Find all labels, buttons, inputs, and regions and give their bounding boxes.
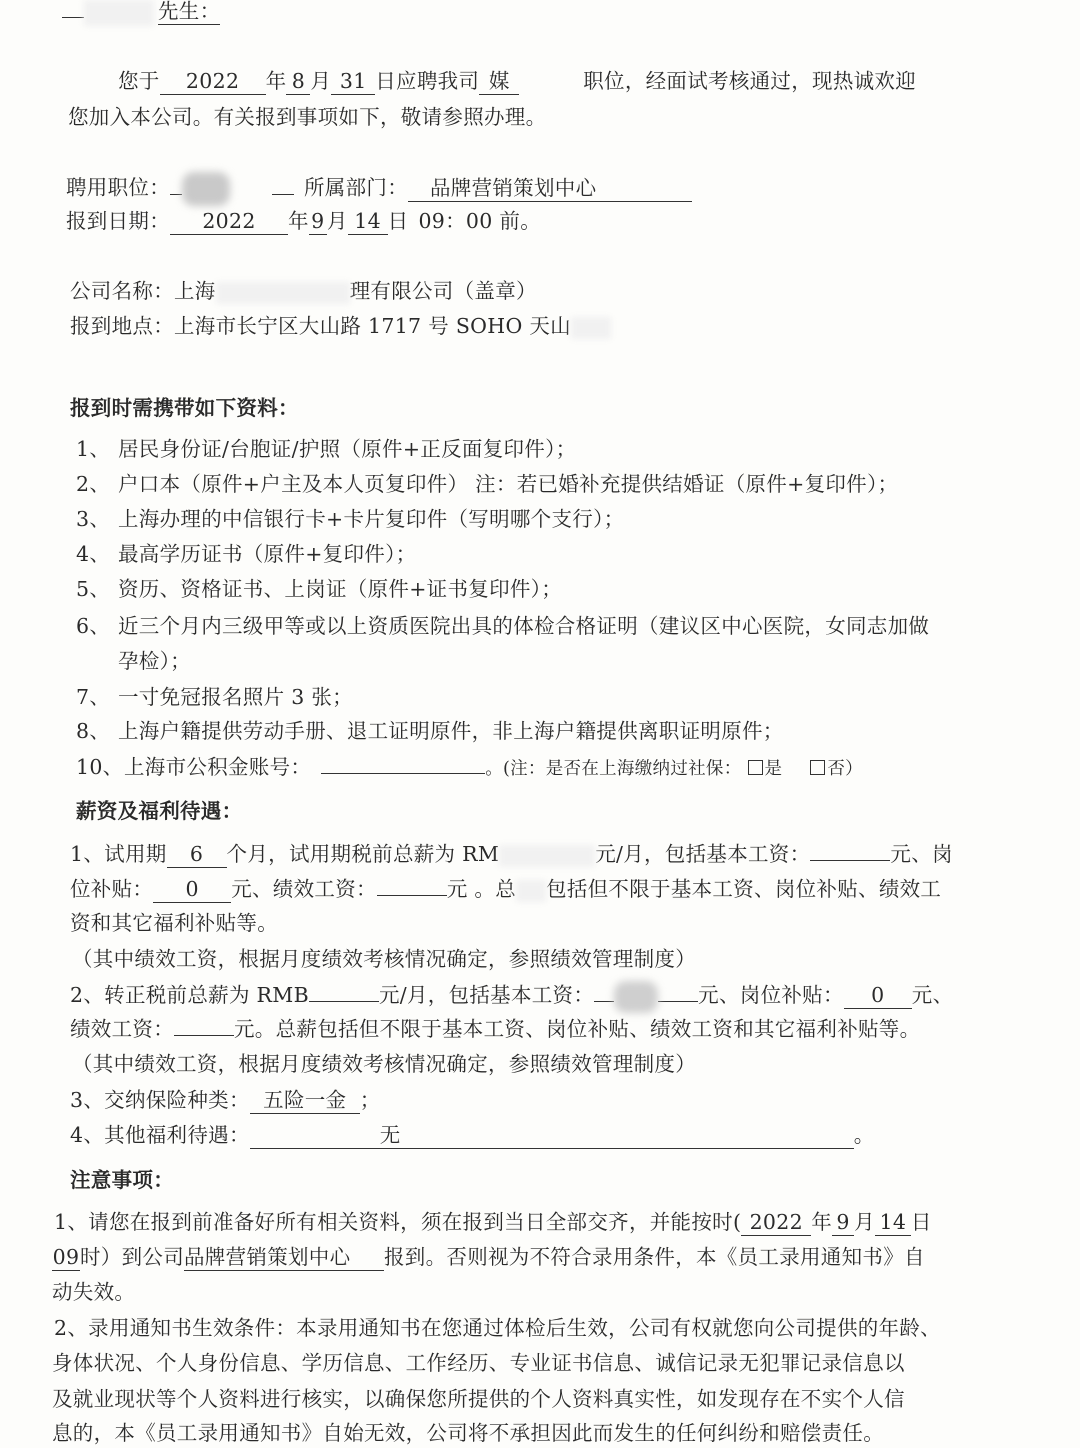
company-name-suffix: 理有限公司（盖章） bbox=[349, 279, 537, 303]
apply-company: 媒 bbox=[479, 68, 519, 95]
apply-month: 8 bbox=[286, 68, 310, 95]
location-line: 报到地点：上海市长宁区大山路 1717 号 SOHO 天山 bbox=[70, 311, 611, 341]
note-2-line-2: 身体状况、个人身份信息、学历信息、工作经历、专业证书信息、诚信记录无犯罪记录信息以 bbox=[52, 1351, 905, 1375]
deadline-day: 14 bbox=[875, 1209, 911, 1236]
apply-day: 31 bbox=[331, 68, 375, 95]
fund-account-blank bbox=[321, 773, 485, 774]
report-date-line: 报到日期： 2022 年 9 月 14 日 09：00 前。 bbox=[66, 209, 542, 233]
salary-line-4: （其中绩效工资，根据月度绩效考核情况确定，参照绩效管理制度） bbox=[72, 947, 696, 971]
material-item-1: 1、 居民身份证/台胞证/护照（原件+正反面复印件）； bbox=[76, 437, 577, 461]
salutation-title: 先生： bbox=[158, 0, 221, 23]
base-salary-blank bbox=[810, 860, 890, 861]
deadline-month: 9 bbox=[832, 1209, 854, 1236]
salary-line-2: 位补贴： 0 元、绩效工资： 元 。总 包括但不限于基本工资、岗位补贴、绩效工 bbox=[70, 877, 942, 901]
material-item-6: 6、 近三个月内三级甲等或以上资质医院出具的体检合格证明（建议区中心医院，女同志加做 bbox=[76, 614, 930, 638]
company-name-prefix: 上海 bbox=[174, 279, 216, 303]
probation-allowance: 0 bbox=[153, 876, 231, 903]
insurance-type: 五险一金 bbox=[250, 1087, 360, 1114]
intro-line-2: 您加入本公司。有关报到事项如下，敬请参照办理。 bbox=[68, 105, 547, 129]
probation-months: 6 bbox=[167, 841, 227, 868]
material-item-3: 3、 上海办理的中信银行卡+卡片复印件（写明哪个支行）； bbox=[76, 507, 625, 531]
department-value: 品牌营销策划中心 bbox=[408, 175, 692, 202]
salary-line-3: 资和其它福利补贴等。 bbox=[70, 911, 278, 935]
regular-allowance: 0 bbox=[844, 982, 912, 1009]
redacted-base-salary bbox=[614, 981, 658, 1013]
apply-year: 2022 bbox=[160, 68, 266, 95]
name-blank bbox=[62, 17, 84, 18]
salary-heading: 薪资及福利待遇： bbox=[76, 799, 243, 823]
note-2-line-3: 及就业现状等个人资料进行核实，以确保您所提供的个人资料真实性，如发现存在不实个人信 bbox=[52, 1387, 905, 1411]
redacted-position bbox=[182, 172, 230, 206]
regular-salary-blank bbox=[309, 1001, 379, 1002]
material-item-6-cont: 孕检）； bbox=[118, 649, 191, 673]
position-line: 聘用职位： 所属部门： 品牌营销策划中心 bbox=[66, 172, 692, 206]
redacted-location bbox=[571, 317, 611, 339]
material-item-7: 7、 一寸免冠报名照片 3 张； bbox=[76, 685, 353, 709]
location-value: 上海市长宁区大山路 1717 号 SOHO 天山 bbox=[174, 314, 571, 338]
regular-performance-blank bbox=[174, 1035, 234, 1036]
report-time: 09：00 前。 bbox=[418, 209, 542, 233]
report-year: 2022 bbox=[170, 208, 288, 235]
checkbox-no bbox=[810, 760, 825, 775]
department-label: 所属部门： bbox=[304, 175, 408, 200]
redacted-name bbox=[84, 0, 154, 26]
company-line: 公司名称：上海 理有限公司（盖章） bbox=[70, 279, 537, 303]
report-month: 9 bbox=[309, 208, 327, 235]
material-item-8: 8、 上海户籍提供劳动手册、退工证明原件，非上海户籍提供离职证明原件； bbox=[76, 719, 784, 743]
note-1-line-2: 09时）到公司品牌营销策划中心 报到。否则视为不符合录用条件，本《员工录用通知书》自 bbox=[52, 1245, 925, 1269]
insurance-line: 3、交纳保险种类： 五险一金 ； bbox=[70, 1088, 381, 1112]
performance-blank bbox=[377, 895, 447, 896]
redacted-company bbox=[216, 282, 350, 304]
salary-line-6: 绩效工资： 元。总薪包括但不限于基本工资、岗位补贴、绩效工资和其它福利补贴等。 bbox=[70, 1017, 921, 1041]
deadline-department: 品牌营销策划中心 bbox=[184, 1244, 384, 1271]
material-item-2: 2、 户口本（原件+户主及本人页复印件） 注：若已婚补充提供结婚证（原件+复印件）； bbox=[76, 472, 899, 496]
note-1-line-1: 1、请您在报到前准备好所有相关资料，须在报到当日全部交齐，并能按时( 2022 年 9 月 14 日 bbox=[54, 1210, 932, 1234]
note-2-line-4: 息的，本《员工录用通知书》自始无效，公司将不承担因此而发生的任何纠纷和赔偿责任。 bbox=[52, 1421, 884, 1445]
salary-line-1: 1、试用期 6 个月，试用期税前总薪为 RM 元/月，包括基本工资： 元、岗 bbox=[70, 842, 953, 866]
salutation bbox=[62, 0, 220, 26]
report-day: 14 bbox=[348, 208, 388, 235]
salary-line-5: 2、转正税前总薪为 RMB 元/月，包括基本工资： 元、岗位补贴： 0 元、 bbox=[70, 980, 953, 1013]
note-1-line-3: 动失效。 bbox=[52, 1280, 136, 1304]
checkbox-yes bbox=[748, 760, 763, 775]
note-2-line-1: 2、录用通知书生效条件：本录用通知书在您通过体检后生效，公司有权就您向公司提供的年龄、 bbox=[54, 1316, 941, 1340]
other-benefits-line: 4、其他福利待遇： 无 。 bbox=[70, 1123, 875, 1147]
material-item-5: 5、 资历、资格证书、上岗证（原件+证书复印件）； bbox=[76, 577, 563, 601]
material-item-4: 4、 最高学历证书（原件+复印件）； bbox=[76, 542, 417, 566]
materials-heading: 报到时需携带如下资料： bbox=[70, 396, 299, 420]
deadline-hour: 09 bbox=[52, 1245, 80, 1269]
intro-line-1: 您于 2022 年 8 月 31 日应聘我司 媒 职位，经面试考核通过，现热诚欢迎 bbox=[118, 69, 917, 93]
salary-line-7: （其中绩效工资，根据月度绩效考核情况确定，参照绩效管理制度） bbox=[72, 1052, 696, 1076]
deadline-year: 2022 bbox=[741, 1209, 811, 1236]
material-item-10: 10、上海市公积金账号： 。(注：是否在上海缴纳过社保： 是 否） bbox=[76, 755, 863, 779]
notes-heading: 注意事项： bbox=[70, 1168, 174, 1192]
other-benefits: 无 bbox=[250, 1122, 854, 1149]
